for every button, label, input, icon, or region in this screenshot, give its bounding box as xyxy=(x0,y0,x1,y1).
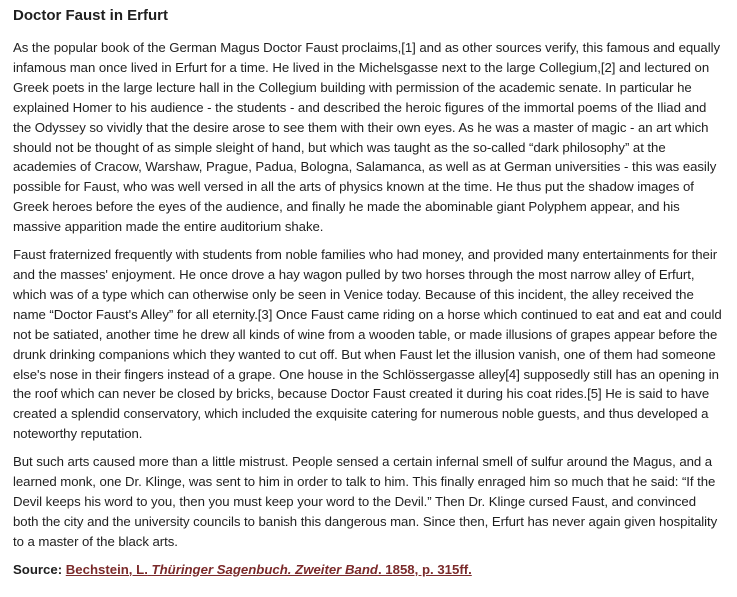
paragraph-1: As the popular book of the German Magus Doctor Faust proclaims,[1] and as other sources verify, this famous and equally infamous man once lived in Erfurt for a time. He lived in the Michelsgasse next to the large Collegium,[2] and lectured on Greek poets in the large lecture hall in the Collegium building with permission of the academic senate. In particular he explained Homer to his audience - the students - and described the heroic figures of the immortal poems of the Iliad and the Odyssey so vividly that the desire arose to see them with their own eyes. As he was a master of magic - an art which should not be thought of as simple sleight of hand, but which was taught as the so-called “dark philosophy” at the academies of Cracow, Warshaw, Prague, Padua, Bologna, Salamanca, as well as at German universities - this was easily possible for Faust, who was well versed in all the arts of physics known at the time. He thus put the shadow images of Greek heroes before the eyes of the audience, and finally he made the abominable giant Polyphem appear, and his massive apparition made the entire auditorium shake. xyxy=(13,40,721,235)
article-title: Doctor Faust in Erfurt xyxy=(13,7,169,24)
source-label: Source: xyxy=(13,561,63,577)
source-details: . 1858, p. 315ff. xyxy=(377,561,472,577)
source-book-title: Thüringer Sagenbuch. Zweiter Band xyxy=(151,561,378,577)
paragraph-3: But such arts caused more than a little mistrust. People sensed a certain infernal smell of sulfur around the Magus, and a learned monk, one Dr. Klinge, was sent to him in order to talk to him. This finally enraged him so much that he said: “If the Devil keeps his word to you, then you must keep your word to the Devil.” Then Dr. Klinge cursed Faust, and convinced both the city and the university councils to banish this dangerous man. Since then, Erfurt has never again given hospitality to a master of the black arts. xyxy=(13,454,718,549)
source-author: Bechstein, L. xyxy=(65,561,148,577)
paragraph-2: Faust fraternized frequently with students from noble families who had money, and provided many entertainments for their and the masses' enjoyment. He once drove a hay wagon pulled by two horses through the most narrow alley of Erfurt, which was of a type which can otherwise only be seen in Venice today. Because of this incident, the alley received the name “Doctor Faust's Alley” for all eternity.[3] Once Faust came riding on a horse which continued to eat and eat and could not be satiated, another time he drew all kinds of wine from a wooden table, or made illusions of grapes appear before the drunk drinking companions which they wanted to cut off. But when Faust let the illusion vanish, one of them had someone else's nose in their fingers instead of a grape. One house in the Schlössergasse alley[4] supposedly still has an opening in the roof which can never be closed by bricks, because Doctor Faust created it during his coat rides.[5] He is said to have created a splendid conservatory, which included the exquisite catering for numerous noble guests, and thus developed a noteworthy reputation. xyxy=(13,247,722,442)
source-link[interactable] xyxy=(66,562,472,577)
source-line xyxy=(13,560,725,580)
